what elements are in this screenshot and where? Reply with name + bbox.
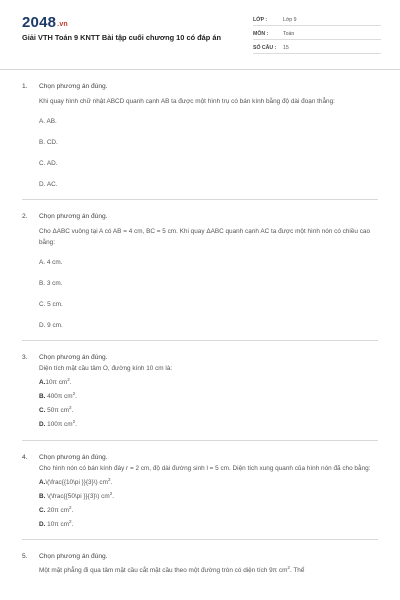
- question-body: Diện tích mặt cầu tâm O, đường kính 10 cm là:: [39, 365, 173, 372]
- document-header: [0, 0, 400, 70]
- answer-option[interactable]: [39, 374, 378, 388]
- meta-value: Toán: [283, 31, 295, 37]
- option-letter: D.: [39, 421, 46, 429]
- answer-option[interactable]: [39, 402, 378, 416]
- answer-option[interactable]: [39, 488, 378, 502]
- question-body: Cho ΔABC vuông tại A có AB = 4 cm, BC = 5 cm. Khi quay ΔABC quanh cạnh AC ta được một hình nón có chiều cao bằng:: [39, 228, 371, 246]
- question-prompt: Chọn phương án đúng.: [39, 213, 108, 220]
- option-letter: C.: [39, 506, 46, 514]
- logo-suffix: .vn: [57, 21, 68, 28]
- meta-row-class: [253, 13, 381, 26]
- question-number: 2.: [22, 213, 28, 220]
- question-number: 4.: [22, 453, 28, 461]
- meta-info: [253, 13, 381, 55]
- question-item: [22, 341, 378, 441]
- question-body: Khi quay hình chữ nhật ABCD quanh cạnh AB ta được một hình trụ có bán kính bằng độ dài đoạn thẳng:: [39, 98, 335, 105]
- option-letter: A.: [39, 478, 46, 486]
- option-superscript: 2: [67, 377, 70, 382]
- option-end: .: [110, 478, 113, 486]
- option-letter: B.: [39, 492, 46, 500]
- question-body-text: Một mặt phẳng đi qua tâm mặt cầu cắt mặt cầu theo một đường tròn có diện tích 9π cm: [39, 567, 288, 575]
- question-prompt: Chọn phương án đúng.: [39, 553, 108, 560]
- answer-option[interactable]: B. 3 cm.: [39, 280, 63, 287]
- answer-option[interactable]: A. AB.: [39, 118, 57, 125]
- option-text: 50π cm: [45, 407, 69, 415]
- answer-option[interactable]: C. 5 cm.: [39, 301, 63, 308]
- answer-option[interactable]: [39, 416, 378, 430]
- option-letter: A.: [39, 379, 46, 387]
- logo-text: 2048: [22, 14, 57, 31]
- question-list: [0, 70, 400, 585]
- option-text: 20π cm: [45, 506, 69, 514]
- question-header: [22, 352, 378, 363]
- answer-option[interactable]: [39, 388, 378, 402]
- question-number: 1.: [22, 83, 28, 90]
- option-text: 100π cm: [45, 421, 73, 429]
- option-text: 10π cm: [45, 379, 68, 387]
- meta-row-subject: [253, 27, 381, 40]
- question-header: [22, 452, 378, 463]
- question-header: [22, 81, 378, 92]
- site-logo[interactable]: [22, 14, 68, 31]
- meta-row-count: [253, 41, 381, 54]
- option-superscript: 2: [69, 405, 72, 411]
- option-text: 400π cm: [45, 393, 73, 401]
- meta-value: 15: [283, 45, 289, 51]
- question-header: [22, 211, 378, 222]
- option-letter: C.: [39, 407, 46, 415]
- option-end: .: [71, 506, 74, 514]
- answer-option[interactable]: D. 9 cm.: [39, 322, 63, 329]
- option-superscript: 2: [109, 490, 113, 496]
- answer-option[interactable]: [39, 502, 378, 516]
- option-end: .: [75, 393, 77, 401]
- question-item: [22, 70, 378, 200]
- question-body-superscript: 2: [287, 565, 290, 570]
- answer-option[interactable]: [39, 474, 378, 488]
- answer-option[interactable]: A. 4 cm.: [39, 259, 63, 266]
- answer-option[interactable]: [39, 516, 378, 530]
- question-number: 5.: [22, 553, 28, 560]
- answer-option[interactable]: B. CD.: [39, 139, 58, 146]
- option-text: 10π cm: [45, 521, 69, 528]
- meta-label: LỚP :: [253, 17, 268, 23]
- answer-option[interactable]: C. AD.: [39, 160, 58, 167]
- question-body-text-end: . Thể: [289, 567, 305, 575]
- option-superscript: 2: [69, 518, 72, 524]
- option-letter: D.: [39, 521, 46, 528]
- option-end: .: [71, 407, 74, 415]
- option-text: \(\frac{{50\pi }}{3}\) cm: [45, 492, 110, 500]
- question-number: 3.: [22, 354, 28, 361]
- option-superscript: 2: [107, 476, 111, 482]
- option-superscript: 2: [72, 391, 76, 397]
- question-item: [22, 200, 378, 341]
- meta-label: MÔN :: [253, 31, 269, 37]
- question-prompt: Chọn phương án đúng.: [39, 83, 108, 90]
- question-item: [22, 540, 378, 585]
- question-prompt: Chọn phương án đúng.: [39, 453, 108, 461]
- document-title: Giải VTH Toán 9 KNTT Bài tập cuối chương 10 có đáp án: [22, 33, 221, 42]
- answer-option[interactable]: D. AC.: [39, 181, 58, 188]
- option-letter: B.: [39, 393, 46, 401]
- question-body: Cho hình nón có bán kính đáy r = 2 cm, độ dài đường sinh l = 5 cm. Diện tích xung quanh của hình nón đã cho bằng:: [39, 464, 371, 472]
- option-end: .: [112, 492, 115, 500]
- question-body: [39, 562, 378, 576]
- meta-value: Lớp 9: [283, 17, 297, 23]
- question-item: [22, 441, 378, 541]
- option-end: .: [71, 521, 74, 528]
- option-end: .: [69, 379, 72, 387]
- option-superscript: 2: [72, 419, 76, 425]
- question-prompt: Chọn phương án đúng.: [39, 354, 108, 361]
- meta-label: SỐ CÂU :: [253, 45, 277, 51]
- question-header: [22, 551, 378, 562]
- option-text: \(\frac{{10\pi }}{3}\) cm: [45, 478, 108, 486]
- option-end: .: [75, 421, 77, 429]
- option-superscript: 2: [69, 504, 72, 510]
